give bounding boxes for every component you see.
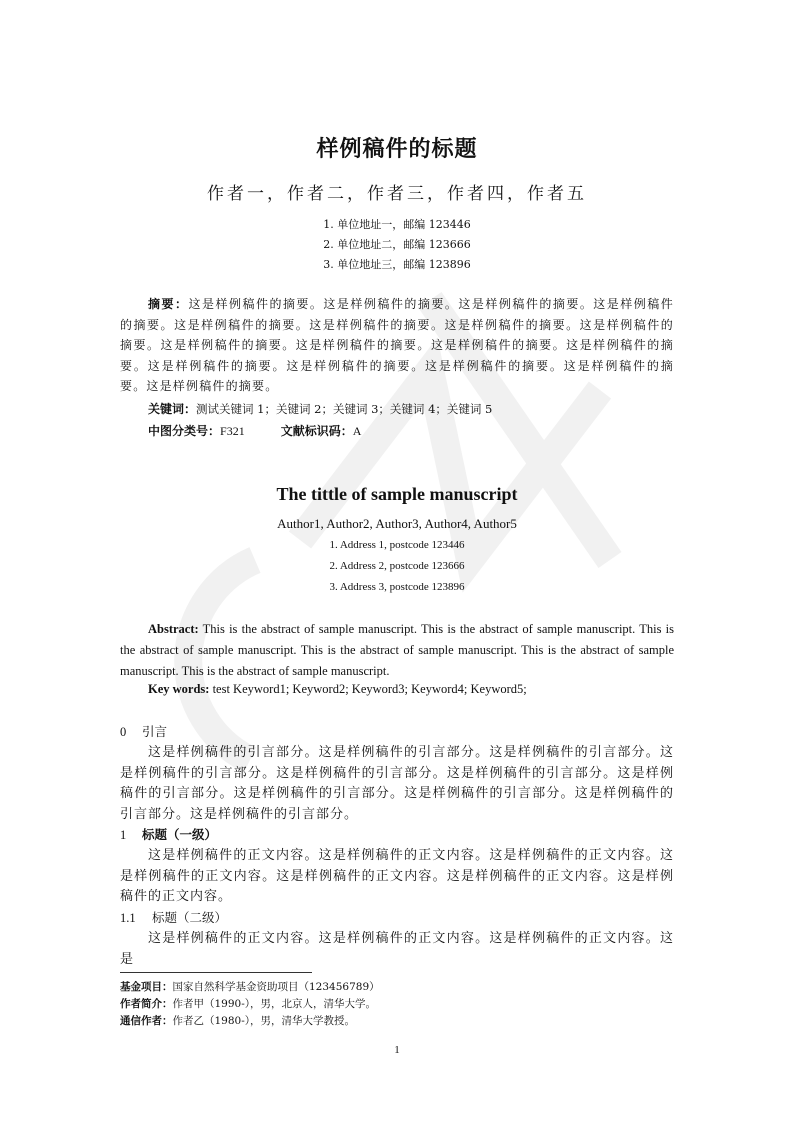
address-cn-3: 3. 单位地址三，邮编 123896 [323, 258, 471, 271]
abstract-en-text: This is the abstract of sample manuscript. This is the abstract of sample manuscript. This is the abstract of sample manuscript. This is the abstract of sample manuscript. This is the abstract of sample manuscript. This is the abstract of sample manuscript. [120, 622, 674, 678]
abstract-cn-label: 摘要： [148, 297, 189, 311]
paper-title-cn: 样例稿件的标题 [316, 137, 478, 162]
section-number: 1.1 [120, 911, 136, 925]
footnote-label: 基金项目： [120, 981, 173, 993]
keywords-cn [148, 400, 492, 417]
section-heading-0 [120, 722, 167, 740]
section-number: 0 [120, 725, 127, 739]
footnote-label: 作者简介： [120, 998, 173, 1010]
address-cn-2: 2. 单位地址二，邮编 123666 [323, 238, 471, 251]
footnote-author-bio [120, 996, 376, 1011]
authors-en: Author1, Author2, Author3, Author4, Author5 [277, 516, 517, 531]
footnote-text: 作者甲（1990-），男，北京人，清华大学。 [172, 998, 377, 1010]
footnote-funding [120, 979, 380, 994]
section-body-1: 这是样例稿件的正文内容。这是样例稿件的正文内容。这是样例稿件的正文内容。这是样例稿件的正文内容。这是样例稿件的正文内容。这是样例稿件的正文内容。这是样例稿件的正文内容。 [120, 848, 674, 904]
paper-title-en: The tittle of sample manuscript [276, 484, 518, 504]
section-title: 标题（二级） [152, 910, 228, 925]
clc-label: 中图分类号： [148, 424, 221, 438]
address-en-2: 2. Address 2, postcode 123666 [329, 560, 465, 572]
address-cn-1: 1. 单位地址一，邮编 123446 [323, 218, 471, 231]
keywords-en-text: test Keyword1; Keyword2; Keyword3; Keyword4; Keyword5; [209, 682, 527, 696]
footnote-label: 通信作者： [120, 1015, 173, 1027]
section-body-0: 这是样例稿件的引言部分。这是样例稿件的引言部分。这是样例稿件的引言部分。这是样例稿件的引言部分。这是样例稿件的引言部分。这是样例稿件的引言部分。这是样例稿件的引言部分。这是样例稿件的引言部分。这是样例稿件的引言部分。这是样例稿件的引言部分。这是样例稿件的引言部分。 [120, 745, 674, 822]
classification-line [148, 422, 361, 439]
footnote-corresponding [120, 1013, 355, 1028]
clc-value: F321 [220, 424, 245, 438]
keywords-en [148, 682, 527, 697]
section-title: 标题（一级） [142, 827, 218, 842]
keywords-cn-text: 测试关键词 1；关键词 2；关键词 3；关键词 4；关键词 5 [196, 402, 493, 416]
address-en-3: 3. Address 3, postcode 123896 [329, 581, 465, 593]
doc-code-value: A [352, 424, 362, 438]
abstract-cn-text: 这是样例稿件的摘要。这是样例稿件的摘要。这是样例稿件的摘要。这是样例稿件的摘要。这是样例稿件的摘要。这是样例稿件的摘要。这是样例稿件的摘要。这是样例稿件的摘要。这是样例稿件的摘要。这是样例稿件的摘要。这是样例稿件的摘要。这是样例稿件的摘要。这是样例稿件的摘要。这是样例稿件的摘要。这是样例稿件的摘要。这是样例稿件的摘要。这是样例稿件的摘要。 [120, 297, 674, 393]
footnote-divider [120, 972, 312, 973]
keywords-cn-label: 关键词： [148, 402, 197, 416]
footnote-text: 国家自然科学基金资助项目（123456789） [172, 981, 380, 993]
abstract-en [120, 619, 674, 682]
footnote-text: 作者乙（1980-），男，清华大学教授。 [172, 1015, 356, 1027]
section-number: 1 [120, 828, 127, 842]
abstract-en-label: Abstract: [148, 622, 199, 636]
section-title: 引言 [142, 724, 168, 739]
section-heading-1 [120, 825, 217, 843]
section-heading-1-1 [120, 908, 227, 926]
page-number: 1 [394, 1044, 400, 1056]
authors-cn: 作者一，作者二，作者三，作者四，作者五 [207, 184, 587, 204]
keywords-en-label: Key words: [148, 682, 210, 696]
section-body-1-1: 这是样例稿件的正文内容。这是样例稿件的正文内容。这是样例稿件的正文内容。这是 [120, 931, 674, 967]
doc-code-label: 文献标识码： [280, 424, 353, 438]
abstract-cn [120, 294, 674, 397]
address-en-1: 1. Address 1, postcode 123446 [329, 539, 465, 551]
